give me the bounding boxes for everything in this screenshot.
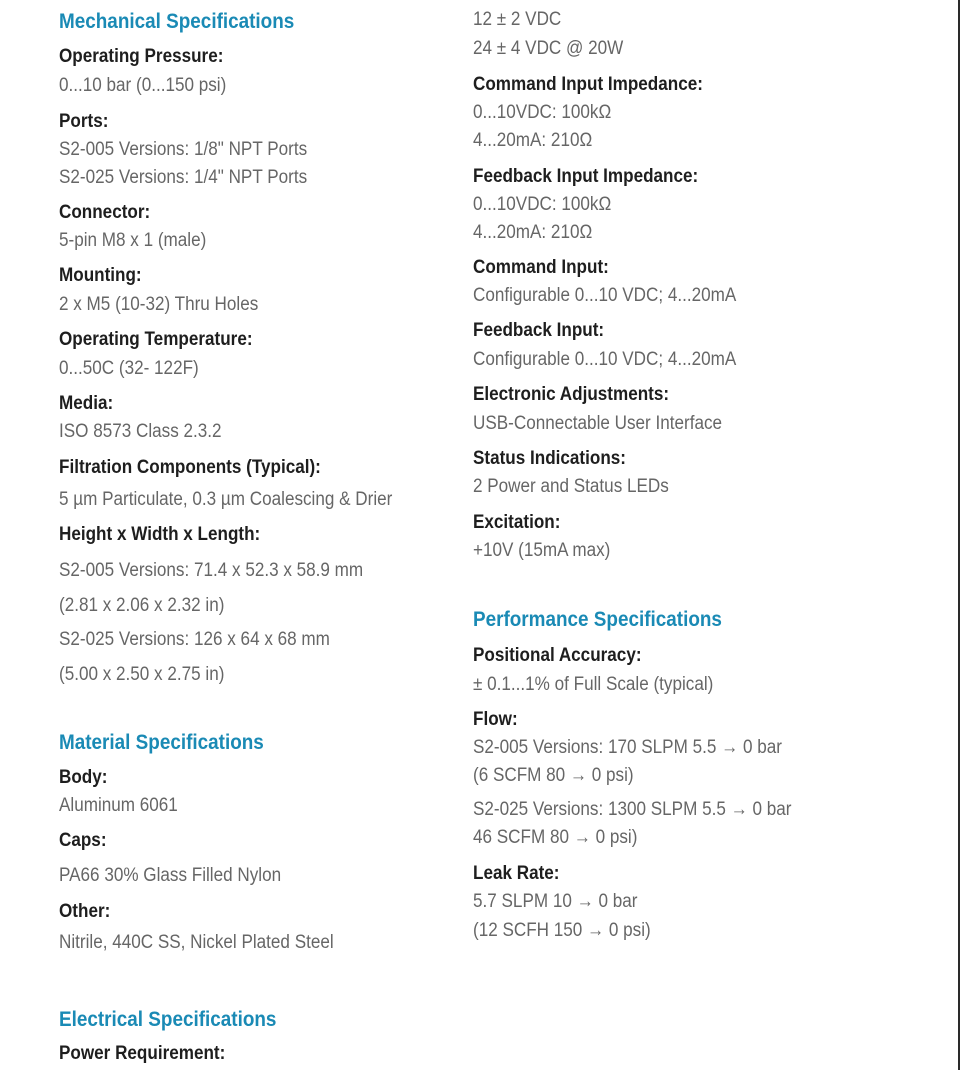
operating-pressure-value: 0...10 bar (0...150 psi): [59, 75, 227, 96]
mechanical-specs-heading: Mechanical Specifications: [59, 10, 295, 33]
other-value: Nitrile, 440C SS, Nickel Plated Steel: [59, 932, 334, 953]
excitation-value: +10V (15mA max): [473, 540, 611, 561]
ports-value-s2-005: S2-005 Versions: 1/8" NPT Ports: [59, 139, 308, 160]
positional-accuracy-value: ± 0.1...1% of Full Scale (typical): [473, 674, 714, 695]
status-indications-label: Status Indications:: [473, 448, 626, 469]
command-input-value: Configurable 0...10 VDC; 4...20mA: [473, 285, 737, 306]
feedback-impedance-current: 4...20mA: 210Ω: [473, 222, 593, 243]
feedback-input-impedance-label: Feedback Input Impedance:: [473, 166, 699, 187]
status-indications-value: 2 Power and Status LEDs: [473, 476, 669, 497]
connector-value: 5-pin M8 x 1 (male): [59, 230, 207, 251]
media-value: ISO 8573 Class 2.3.2: [59, 421, 222, 442]
ports-value-s2-025: S2-025 Versions: 1/4" NPT Ports: [59, 167, 308, 188]
connector-label: Connector:: [59, 202, 151, 223]
flow-s2-005-scfm: (6 SCFM 80 → 0 psi): [473, 765, 634, 786]
excitation-label: Excitation:: [473, 512, 561, 533]
feedback-input-label: Feedback Input:: [473, 320, 605, 341]
command-input-impedance-label: Command Input Impedance:: [473, 74, 703, 95]
flow-label: Flow:: [473, 709, 518, 730]
power-requirement-12v: 12 ± 2 VDC: [473, 9, 562, 30]
mounting-value: 2 x M5 (10-32) Thru Holes: [59, 294, 259, 315]
feedback-input-value: Configurable 0...10 VDC; 4...20mA: [473, 349, 737, 370]
dimensions-s2-025-mm: S2-025 Versions: 126 x 64 x 68 mm: [59, 629, 330, 650]
filtration-value: 5 µm Particulate, 0.3 µm Coalescing & Drier: [59, 489, 393, 510]
operating-pressure-label: Operating Pressure:: [59, 46, 224, 67]
feedback-impedance-voltage: 0...10VDC: 100kΩ: [473, 194, 612, 215]
power-requirement-24v: 24 ± 4 VDC @ 20W: [473, 38, 624, 59]
other-label: Other:: [59, 901, 111, 922]
media-label: Media:: [59, 393, 114, 414]
mounting-label: Mounting:: [59, 265, 142, 286]
electronic-adjustments-value: USB-Connectable User Interface: [473, 413, 723, 434]
positional-accuracy-label: Positional Accuracy:: [473, 645, 642, 666]
material-specs-heading: Material Specifications: [59, 731, 264, 754]
leak-rate-scfh: (12 SCFH 150 → 0 psi): [473, 920, 651, 941]
command-input-label: Command Input:: [473, 257, 609, 278]
dimensions-s2-025-in: (5.00 x 2.50 x 2.75 in): [59, 664, 225, 685]
power-requirement-label: Power Requirement:: [59, 1043, 226, 1064]
caps-value: PA66 30% Glass Filled Nylon: [59, 865, 282, 886]
leak-rate-label: Leak Rate:: [473, 863, 560, 884]
leak-rate-slpm: 5.7 SLPM 10 → 0 bar: [473, 891, 638, 912]
caps-label: Caps:: [59, 830, 107, 851]
ports-label: Ports:: [59, 111, 109, 132]
body-label: Body:: [59, 767, 108, 788]
dimensions-label: Height x Width x Length:: [59, 524, 261, 545]
command-impedance-voltage: 0...10VDC: 100kΩ: [473, 102, 612, 123]
flow-s2-025-scfm: 46 SCFM 80 → 0 psi): [473, 827, 638, 848]
command-impedance-current: 4...20mA: 210Ω: [473, 130, 593, 151]
filtration-label: Filtration Components (Typical):: [59, 457, 321, 478]
body-value: Aluminum 6061: [59, 795, 178, 816]
electronic-adjustments-label: Electronic Adjustments:: [473, 384, 670, 405]
flow-s2-005-slpm: S2-005 Versions: 170 SLPM 5.5 → 0 bar: [473, 737, 782, 758]
flow-s2-025-slpm: S2-025 Versions: 1300 SLPM 5.5 → 0 bar: [473, 799, 792, 820]
operating-temperature-value: 0...50C (32- 122F): [59, 358, 199, 379]
operating-temperature-label: Operating Temperature:: [59, 329, 253, 350]
performance-specs-heading: Performance Specifications: [473, 608, 722, 631]
dimensions-s2-005-in: (2.81 x 2.06 x 2.32 in): [59, 595, 225, 616]
electrical-specs-heading: Electrical Specifications: [59, 1008, 277, 1031]
dimensions-s2-005-mm: S2-005 Versions: 71.4 x 52.3 x 58.9 mm: [59, 560, 364, 581]
